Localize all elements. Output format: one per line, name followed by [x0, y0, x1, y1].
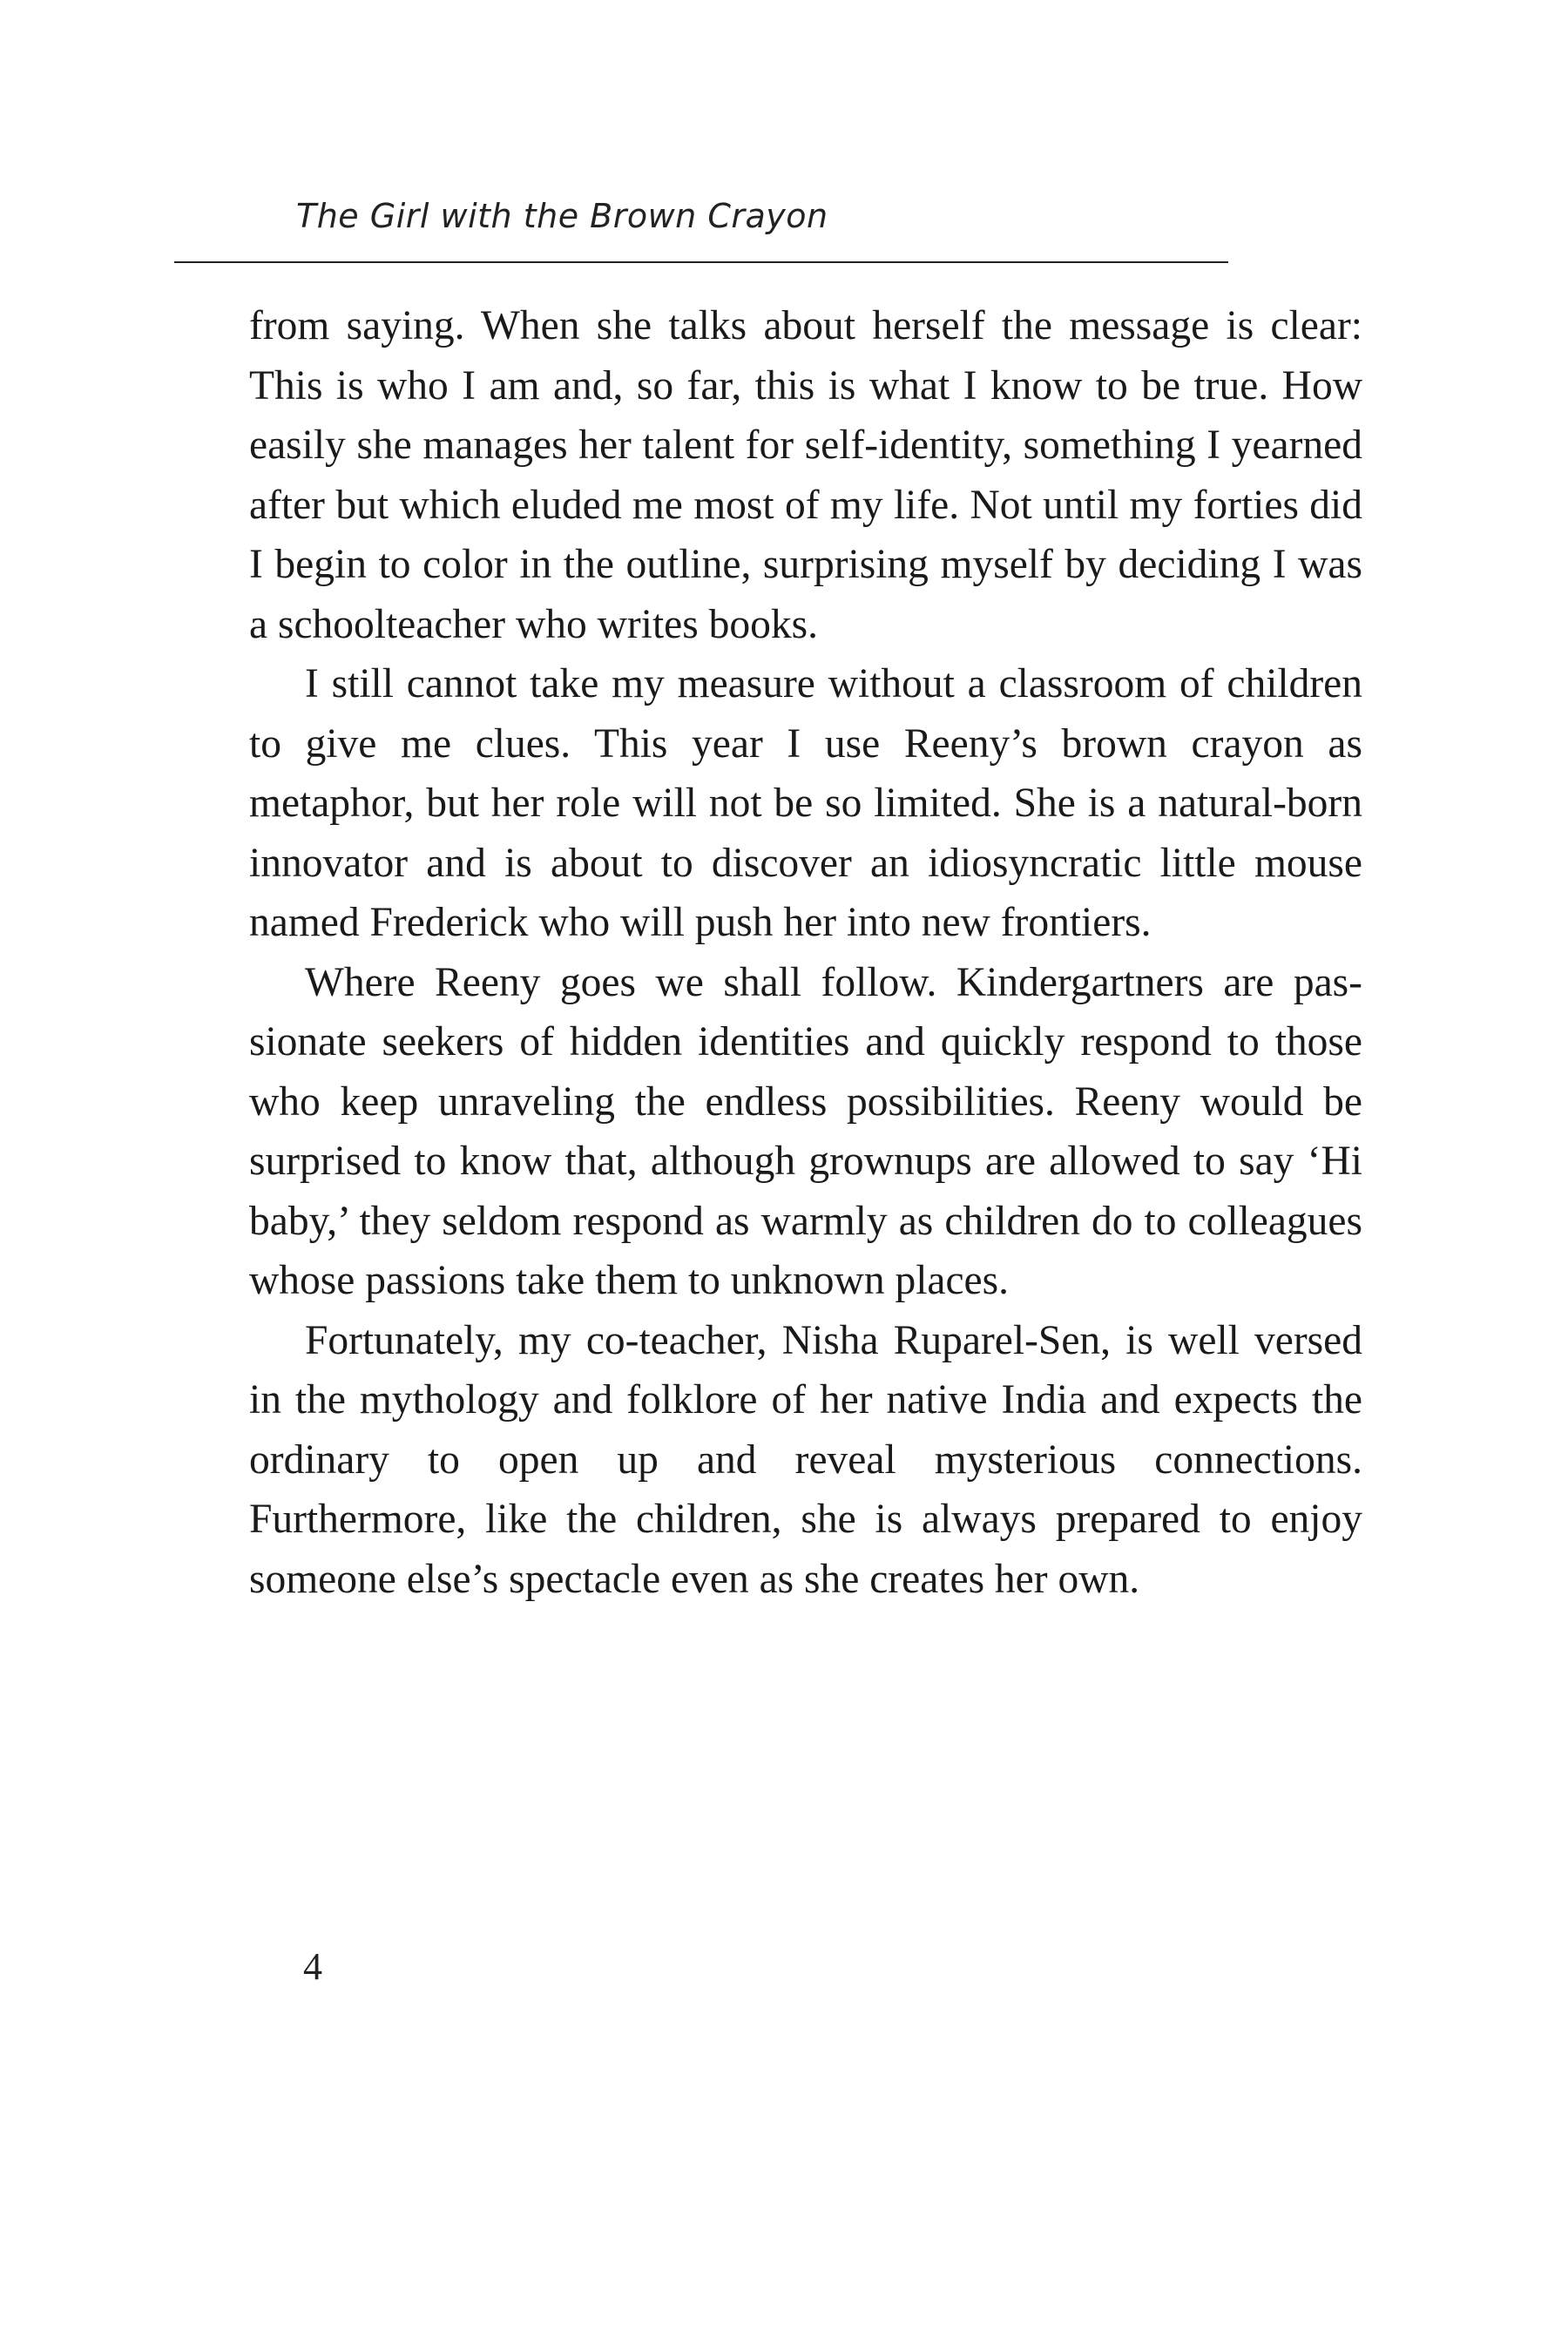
page-number: 4: [303, 1945, 322, 1988]
body-text: [249, 296, 1362, 1609]
paragraph-continuation: from saying. When she talks about herself the message is clear: This is who I am and, so far, this is what I know to be true. How easily she manages her talent for self-identity, something I yearned after but which eluded me most of my life. Not until my forties did I begin to color in the outline, surprising myself by deciding I was a schoolteacher who writes books.: [249, 303, 1362, 647]
paragraph: Fortunately, my co-teacher, Nisha Ruparel-Sen, is well versed in the mythology and folklore of her native India and expects the ordinary to open up and reveal mysterious connections. Furthermore, like the children, she is always prepared to enjoy someone else’s spectacle even as she creates her own.: [249, 1317, 1362, 1602]
running-header-title: The Girl with the Brown Crayon: [296, 197, 828, 235]
paragraph: I still cannot take my measure without a classroom of children to give me clues. This year I use Reeny’s brown crayon as metaphor, but her role will not be so limited. She is a natural-born innovator and is about to discover an idiosyncratic little mouse named Frederick who will push her into new frontiers.: [249, 661, 1362, 945]
paragraph: Where Reeny goes we shall follow. Kindergartners are passionate seekers of hidden identities and quickly respond to those who keep unraveling the endless possibilities. Reeny would be surprised to know that, although grownups are allowed to say ‘Hi baby,’ they seldom respond as warmly as children do to colleagues whose passions take them to unknown places.: [249, 959, 1362, 1303]
header-rule: [174, 261, 1228, 263]
